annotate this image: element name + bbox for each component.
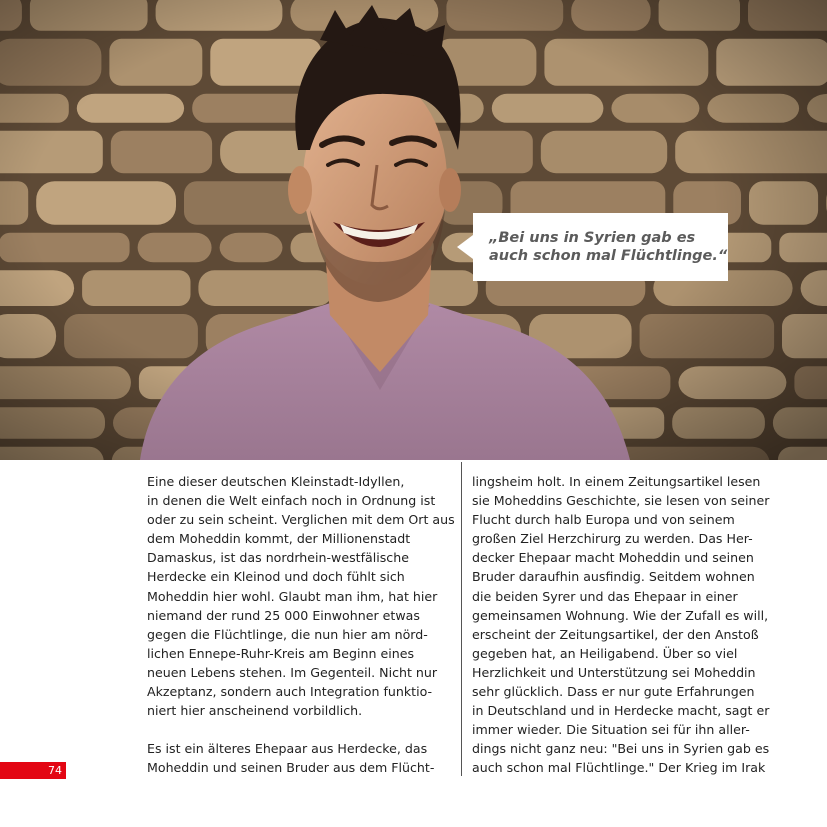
article-text-line: Bruder daraufhin ausfindig. Seitdem wohnen — [472, 569, 755, 585]
article-text-line: Moheddin und seinen Bruder aus dem Flücht- — [147, 760, 435, 776]
article-text-line: sehr glücklich. Dass er nur gute Erfahrungen — [472, 684, 755, 700]
article-text-line: dings nicht ganz neu: "Bei uns in Syrien gab es — [472, 741, 770, 757]
article-text-line: lichen Ennepe-Ruhr-Kreis am Beginn eines — [147, 645, 415, 661]
article-text-line: Flucht durch halb Europa und von seinem — [472, 512, 735, 528]
article-text-line: gegen die Flüchtlinge, die nun hier am nörd- — [147, 626, 428, 642]
article-text-line: Damaskus, ist das nordrhein-westfälische — [147, 550, 409, 566]
paragraph-break — [147, 720, 452, 739]
article-column-left — [147, 472, 455, 778]
article-text-line: sie Moheddins Geschichte, sie lesen von seiner — [472, 493, 770, 509]
article-text-line: gemeinsamen Wohnung. Wie der Zufall es will, — [472, 607, 769, 623]
article-text-line: oder zu sein scheint. Verglichen mit dem Ort aus — [147, 512, 455, 528]
article-text-line: Es ist ein älteres Ehepaar aus Herdecke, das — [147, 741, 428, 757]
article-text-line: in Deutschland und in Herdecke macht, sagt er — [472, 703, 770, 719]
article-text-line: auch schon mal Flüchtlinge." Der Krieg im Irak — [472, 760, 766, 776]
article-text-line: Eine dieser deutschen Kleinstadt-Idyllen, — [147, 474, 405, 489]
pull-quote-line: „Bei uns in Syrien gab es — [489, 230, 696, 246]
page-number-tab — [0, 762, 66, 779]
article-text-line: Moheddin hier wohl. Glaubt man ihm, hat hier — [147, 588, 438, 604]
column-divider — [461, 462, 462, 776]
article-text-line: niemand der rund 25 000 Einwohner etwas — [147, 607, 420, 623]
article-text-line: immer wieder. Die Situation sei für ihn aller- — [472, 722, 750, 738]
article-text-line: niert hier anscheinend vorbildlich. — [147, 703, 363, 719]
article-text-line: neuen Lebens stehen. Im Gegenteil. Nicht nur — [147, 664, 438, 680]
article-text-line: erscheint der Zeitungsartikel, der den Anstoß — [472, 626, 759, 642]
article-text-line: Herzlichkeit und Unterstützung sei Moheddin — [472, 664, 756, 680]
pull-quote — [473, 213, 728, 281]
article-column-right — [472, 472, 777, 778]
article-text-line: gegeben hat, an Heiligabend. Über so viel — [472, 645, 738, 661]
article-text-line: dem Moheddin kommt, der Millionenstadt — [147, 531, 411, 547]
article-text-line: Herdecke ein Kleinod und doch fühlt sich — [147, 569, 405, 585]
article-text-line: lingsheim holt. In einem Zeitungsartikel lesen — [472, 474, 761, 489]
article-text-line: die beiden Syrer und das Ehepaar in einer — [472, 588, 738, 604]
article-text-line: decker Ehepaar macht Moheddin und seinen — [472, 550, 754, 566]
article-text-line: Akzeptanz, sondern auch Integration funktio- — [147, 684, 433, 700]
article-text-line: in denen die Welt einfach noch in Ordnung ist — [147, 493, 436, 509]
page-number: 74 — [48, 764, 62, 777]
pull-quote-line: auch schon mal Flüchtlinge.“ — [489, 248, 728, 264]
article-text-line: großen Ziel Herzchirurg zu werden. Das Her- — [472, 531, 753, 547]
